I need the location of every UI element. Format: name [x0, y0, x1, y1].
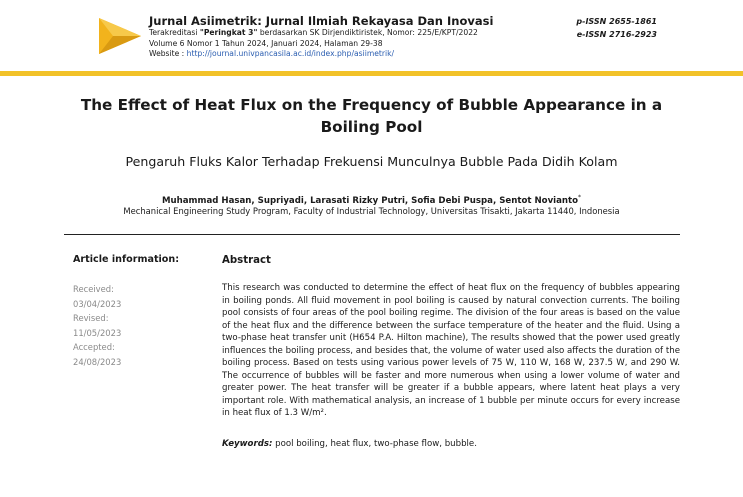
journal-accreditation [149, 28, 589, 39]
keywords-line [222, 438, 680, 451]
e-issn: e-ISSN 2716-2923 [576, 30, 657, 39]
accreditation-suffix: berdasarkan SK Dirjendiktiristek, Nomor: 225/E/KPT/2022 [257, 28, 478, 37]
issn-block [576, 15, 657, 41]
accreditation-prefix: Terakreditasi [149, 28, 200, 37]
paper-title: The Effect of Heat Flux on the Frequency of Bubble Appearance in a Boiling Pool [80, 96, 663, 136]
abstract-heading: Abstract [222, 255, 271, 266]
journal-website [149, 49, 589, 60]
authors-names: Muhammad Hasan, Supriyadi, Larasati Rizky Putri, Sofia Debi Puspa, Sentot Novianto [161, 195, 579, 206]
journal-header [149, 14, 589, 60]
keywords-label: Keywords: [222, 438, 273, 449]
received-label: Received: [73, 284, 114, 294]
paper-subtitle: Pengaruh Fluks Kalor Terhadap Frekuensi Munculnya Bubble Pada Didih Kolam [125, 154, 618, 169]
revised-date: 11/05/2023 [73, 327, 122, 338]
journal-volume: Volume 6 Nomor 1 Tahun 2024, Januari 2024, Halaman 29-38 [149, 38, 383, 48]
accepted-label: Accepted: [73, 342, 115, 353]
p-issn: p-ISSN 2655-1861 [576, 17, 657, 26]
keywords-list: pool boiling, heat flux, two-phase flow, bubble. [272, 438, 477, 449]
header-divider-band [0, 71, 743, 76]
corresponding-author-mark: * [578, 194, 582, 201]
website-label: Website : [149, 49, 187, 58]
journal-title: Jurnal Asiimetrik: Jurnal Ilmiah Rekayasa Dan Inovasi [149, 14, 494, 28]
section-divider [64, 234, 680, 235]
website-link[interactable]: http://journal.univpancasila.ac.id/index.php/asiimetrik/ [186, 49, 395, 58]
accreditation-rank: "Peringkat 3" [199, 28, 258, 37]
abstract-section [222, 254, 680, 450]
received-date: 03/04/2023 [73, 298, 122, 309]
revised-label: Revised: [73, 313, 109, 324]
accepted-date: 24/08/2023 [73, 356, 122, 367]
article-info-heading: Article information: [73, 254, 180, 265]
journal-logo-icon [97, 16, 143, 56]
abstract-body: This research was conducted to determine the effect of heat flux on the frequency of bubbles appearing in boiling ponds. All fluid movement in pool boiling is caused by natural convection currents. The boiling pool consists of four areas of the pool boiling regime. The division of the four areas is based on the value of the heat flux and the difference between the surface temperature of the heater and the fluid. Using a two-phase heat transfer unit (H654 P.A. Hilton machine), The results showed that the power used greatly influences the boiling process, and besides that, the volume of water used also affects the duration of the boiling process. Based on tests using various power levels of 75 W, 110 W, 168 W, 237.5 W, and 290 W. The occurrence of bubbles will be faster and more numerous when using a lower volume of water and greater power. The heat transfer will be greater if a bubble appears, where latent heat plays a very important role. With mathematical analysis, an increase of 1 bubble per minute occurs for every increase in heat flux of 1.3 W/m². [222, 283, 680, 418]
article-info [73, 253, 203, 370]
author-affiliation: Mechanical Engineering Study Program, Faculty of Industrial Technology, Universitas Trisakti, Jakarta 11440, Indonesia [123, 206, 620, 216]
